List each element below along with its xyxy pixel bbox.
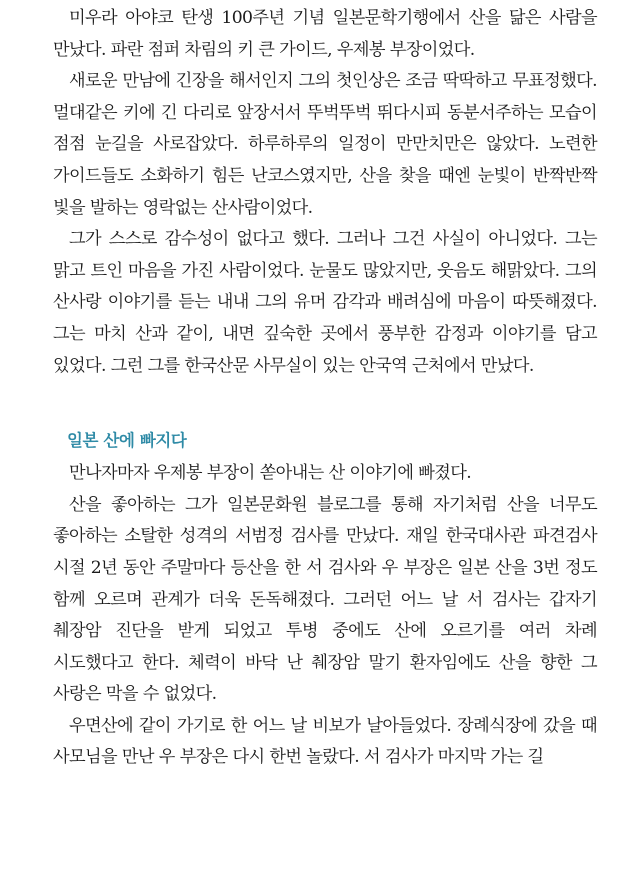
body-paragraph: 산을 좋아하는 그가 일본문화원 블로그를 통해 자기처럼 산을 너무도 좋아하는 소탈한 성격의 서범정 검사를 만났다. 재일 한국대사관 파견검사 시절 2년 동안 주말마다 등산을 한 서 검사와 우 부장은 일본 산을 3번 정도 함께 오르며 관계가 더욱 돈독해졌다. 그러던 어느 날 서 검사는 갑자기 췌장암 진단을 받게 되었고 투병 중에도 산에 오르기를 여러 차례 시도했다고 한다. 체력이 바닥 난 췌장암 말기 환자임에도 산을 향한 그 사랑은 막을 수 없었다. bbox=[53, 494, 597, 705]
body-paragraph: 우면산에 같이 가기로 한 어느 날 비보가 날아들었다. 장례식장에 갔을 때 사모님을 만난 우 부장은 다시 한번 놀랐다. 서 검사가 마지막 가는 길 bbox=[53, 715, 597, 768]
body-paragraph: 미우라 아야코 탄생 100주년 기념 일본문학기행에서 산을 닮은 사람을 만났다. 파란 점퍼 차림의 키 큰 가이드, 우제봉 부장이었다. bbox=[53, 8, 597, 60]
body-paragraph: 만나자마자 우제봉 부장이 쏟아내는 산 이야기에 빠졌다. bbox=[69, 463, 472, 484]
section-heading: 일본 산에 빠지다 bbox=[67, 431, 187, 451]
body-paragraph: 그가 스스로 감수성이 없다고 했다. 그러나 그건 사실이 아니었다. 그는 맑고 트인 마음을 가진 사람이었다. 눈물도 많았지만, 웃음도 해맑았다. 그의 산사랑 이야기를 듣는 내내 그의 유머 감각과 배려심에 마음이 따뜻해졌다. 그는 마치 산과 같이, 내면 깊숙한 곳에서 풍부한 감정과 이야기를 담고 있었다. 그런 그를 한국산문 사무실이 있는 안국역 근처에서 만났다. bbox=[53, 229, 597, 376]
body-paragraph: 새로운 만남에 긴장을 해서인지 그의 첫인상은 조금 딱딱하고 무표정했다. 멀대같은 키에 긴 다리로 앞장서서 뚜벅뚜벅 뛰다시피 동분서주하는 모습이 점점 눈길을 사로잡았다. 하루하루의 일정이 만만치만은 않았다. 노련한 가이드들도 소화하기 힘든 난코스였지만, 산을 찾을 때엔 눈빛이 반짝반짝 빛을 발하는 영락없는 산사람이었다. bbox=[53, 71, 597, 218]
